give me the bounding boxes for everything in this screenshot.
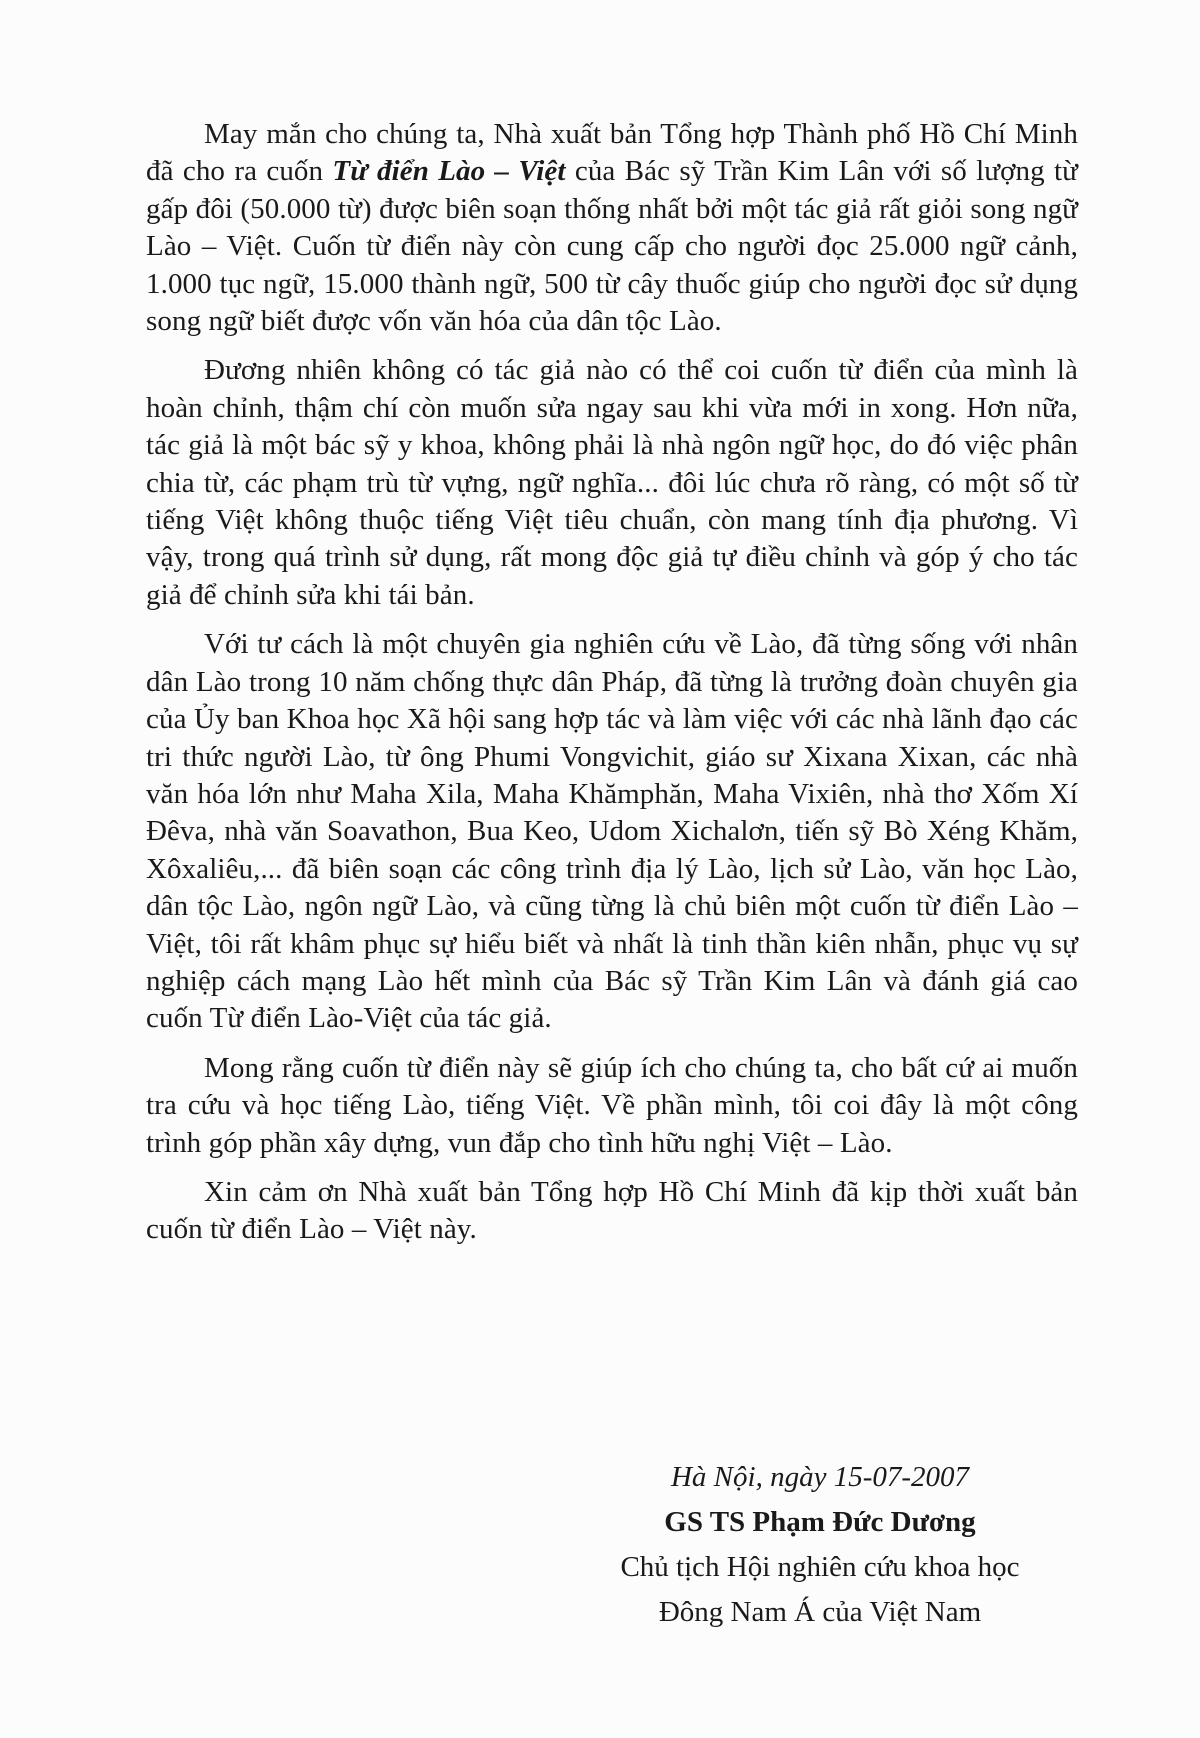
paragraph-1-rest: của Bác sỹ Trần Kim Lân với số lượng từ gấp đôi (50.000 từ) được biên soạn thống nhất bởi một tác giả rất giỏi song ngữ Lào – Việt. Cuốn từ điển này còn cung cấp cho người đọc 25.000 ngữ cảnh, 1.000 tục ngữ, 15.000 thành ngữ, 500 từ cây thuốc giúp cho người đọc sử dụng song ngữ biết được vốn văn hóa của dân tộc Lào. [146,155,1078,338]
paragraph-1 [146,116,1078,340]
paragraph-5: Xin cảm ơn Nhà xuất bản Tổng hợp Hồ Chí Minh đã kịp thời xuất bản cuốn từ điển Lào – Việt này. [146,1175,1078,1246]
paragraph-2: Đương nhiên không có tác giả nào có thể coi cuốn từ điển của mình là hoàn chỉnh, thậm chí còn muốn sửa ngay sau khi vừa mới in xong. Hơn nữa, tác giả là một bác sỹ y khoa, không phải là nhà ngôn ngữ học, do đó việc phân chia từ, các phạm trù từ vựng, ngữ nghĩa... đôi lúc chưa rõ ràng, có một số từ tiếng Việt không thuộc tiếng Việt tiêu chuẩn, còn mang tính địa phương. Vì vậy, trong quá trình sử dụng, rất mong độc giả tự điều chỉnh và góp ý cho tác giả để chỉnh sửa khi tái bản. [146,354,1078,611]
signature-block [560,1455,1080,1635]
author-name: GS TS Phạm Đức Dương [664,1506,976,1538]
author-title-line-2: Đông Nam Á của Việt Nam [658,1596,982,1628]
paragraph-4: Mong rằng cuốn từ điển này sẽ giúp ích cho chúng ta, cho bất cứ ai muốn tra cứu và học tiếng Lào, tiếng Việt. Về phần mình, tôi coi đây là một công trình góp phần xây dựng, vun đắp cho tình hữu nghị Việt – Lào. [146,1051,1078,1159]
author-title-line-1: Chủ tịch Hội nghiên cứu khoa học [620,1551,1020,1583]
paragraph-3: Với tư cách là một chuyên gia nghiên cứu về Lào, đã từng sống với nhân dân Lào trong 10 năm chống thực dân Pháp, đã từng là trưởng đoàn chuyên gia của Ủy ban Khoa học Xã hội sang hợp tác và làm việc với các nhà lãnh đạo các tri thức người Lào, từ ông Phumi Vongvichit, giáo sư Xixana Xixan, các nhà văn hóa lớn như Maha Xila, Maha Khămphăn, Maha Vixiên, nhà thơ Xốm Xí Đêva, nhà văn Soavathon, Bua Keo, Udom Xichalơn, tiến sỹ Bò Xéng Khăm, Xôxaliêu,... đã biên soạn các công trình địa lý Lào, lịch sử Lào, văn học Lào, dân tộc Lào, ngôn ngữ Lào, và cũng từng là chủ biên một cuốn từ điển Lào – Việt, tôi rất khâm phục sự hiểu biết và nhất là tinh thần kiên nhẫn, phục vụ sự nghiệp cách mạng Lào hết mình của Bác sỹ Trần Kim Lân và đánh giá cao cuốn Từ điển Lào-Việt của tác giả. [146,628,1078,1035]
paragraph-1-intro: May mắn cho chúng ta, Nhà xuất bản Tổng hợp Thành phố Hồ Chí Minh đã cho ra cuốn [146,118,1078,188]
body-text [146,116,1078,1249]
dictionary-title: Từ điển Lào – Việt [332,155,566,188]
place-date: Hà Nội, ngày 15-07-2007 [670,1461,970,1493]
